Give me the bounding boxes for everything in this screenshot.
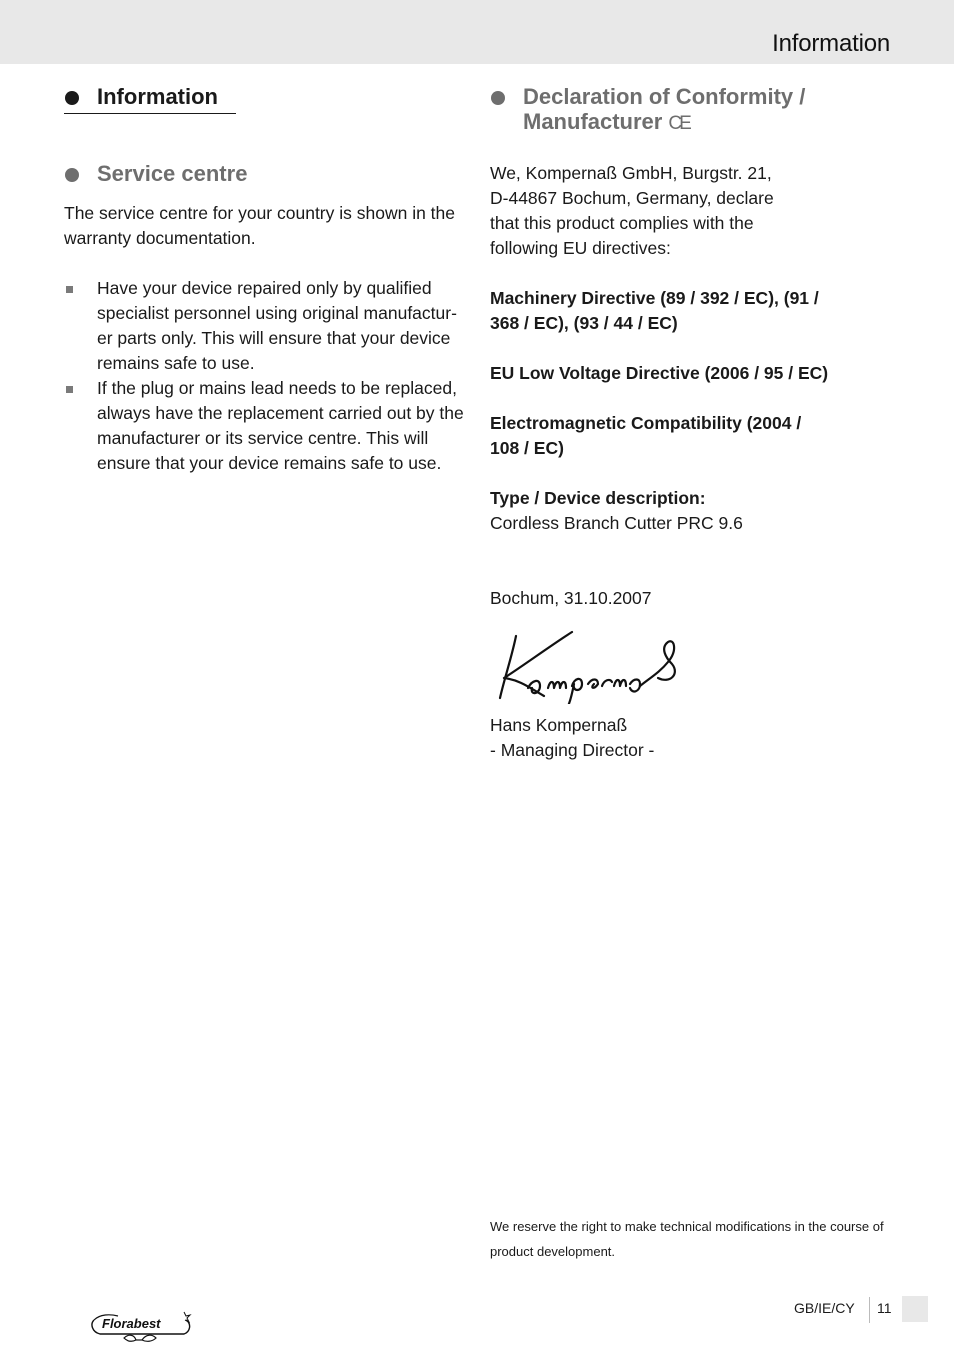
information-heading bbox=[64, 84, 464, 111]
heading-bullet-icon bbox=[65, 91, 79, 105]
square-bullet-icon bbox=[66, 386, 73, 393]
page-number: 11 bbox=[877, 1300, 892, 1316]
signature-image bbox=[490, 628, 680, 704]
signer-block bbox=[490, 713, 654, 763]
ce-mark-icon: CE bbox=[668, 113, 689, 134]
service-centre-text: The service centre for your country is shown in the warranty documentation. bbox=[64, 203, 456, 248]
right-column bbox=[490, 84, 910, 611]
type-label: Type / Device description: bbox=[490, 488, 706, 508]
declaration-heading-line1: Declaration of Conformity / bbox=[523, 84, 806, 109]
page-tab-marker bbox=[902, 1296, 928, 1322]
footer-languages: GB/IE/CY bbox=[794, 1300, 855, 1316]
safety-bullet-list bbox=[64, 276, 464, 476]
signer-name: Hans Kompernaß bbox=[490, 715, 628, 735]
list-item-text: Have your device repaired only by qualified specialist personnel using original manufactur-er parts only. This will ensure that your device remains safe to use. bbox=[97, 278, 457, 373]
heading-underline bbox=[64, 113, 236, 114]
signer-title: - Managing Director - bbox=[490, 740, 655, 760]
declaration-intro: We, Kompernaß GmbH, Burgstr. 21, D-44867 Bochum, Germany, declare that this product complies with the following EU directives: bbox=[490, 163, 774, 258]
list-item bbox=[64, 276, 464, 376]
list-item bbox=[64, 376, 464, 476]
place-date: Bochum, 31.10.2007 bbox=[490, 588, 652, 608]
florabest-logo-icon bbox=[88, 1304, 194, 1344]
declaration-heading-line2: Manufacturer bbox=[523, 109, 663, 134]
heading-bullet-icon bbox=[65, 168, 79, 182]
type-value: Cordless Branch Cutter PRC 9.6 bbox=[490, 513, 743, 533]
footer-divider bbox=[869, 1297, 870, 1323]
declaration-heading bbox=[490, 84, 910, 136]
left-column bbox=[64, 84, 464, 476]
list-item-text: If the plug or mains lead needs to be replaced, always have the replacement carried out by the manufacturer or its service centre. This will ensure that your device remains safe to use. bbox=[97, 378, 464, 473]
service-centre-heading bbox=[64, 161, 464, 186]
footnote: We reserve the right to make technical modifications in the course of product development. bbox=[490, 1219, 884, 1259]
heading-bullet-icon bbox=[491, 91, 505, 105]
machinery-directive: Machinery Directive (89 / 392 / EC), (91 / 368 / EC), (93 / 44 / EC) bbox=[490, 288, 819, 333]
emc-directive: Electromagnetic Compatibility (2004 / 108 / EC) bbox=[490, 413, 802, 458]
page-header-title: Information bbox=[772, 30, 890, 57]
information-heading-text: Information bbox=[97, 84, 218, 109]
square-bullet-icon bbox=[66, 286, 73, 293]
service-centre-heading-text: Service centre bbox=[97, 161, 248, 186]
svg-text:Florabest: Florabest bbox=[102, 1316, 161, 1331]
low-voltage-directive: EU Low Voltage Directive (2006 / 95 / EC) bbox=[490, 363, 829, 383]
